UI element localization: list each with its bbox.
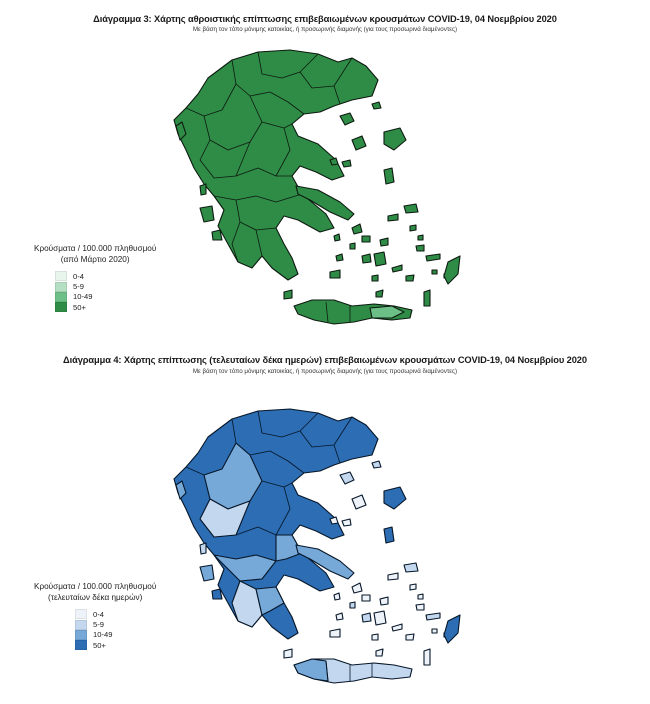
legend-label: 10-49 — [93, 630, 113, 640]
santorini-island — [376, 649, 383, 656]
karpathos-island — [424, 290, 430, 306]
nisyros-island — [432, 270, 437, 274]
legend-item-5-9 — [75, 619, 156, 629]
legend-title: Κρούσματα / 100.000 πληθυσμού — [34, 244, 157, 253]
patmos-island — [410, 584, 416, 590]
legend-item-10-49 — [55, 292, 156, 302]
legend-last10days — [34, 581, 156, 651]
legend-item-0-4 — [55, 271, 156, 281]
chios-island — [384, 168, 394, 184]
nisyros-island — [432, 629, 437, 633]
legend-subtitle: (τελευταίων δέκα ημερών) — [48, 593, 143, 602]
mykonos-island — [380, 597, 388, 605]
tinos-island — [362, 595, 370, 601]
rhodes-island — [444, 256, 460, 284]
legend-item-10-49 — [75, 630, 156, 640]
skiathos-island — [330, 517, 338, 524]
legend-item-0-4 — [75, 609, 156, 619]
zakynthos-island — [212, 230, 222, 240]
patmos-island — [410, 225, 416, 231]
legend-label: 0-4 — [73, 271, 84, 281]
legend-swatch — [75, 620, 87, 630]
legend-label: 5-9 — [73, 282, 84, 292]
kythira-island — [284, 290, 292, 299]
astypalaia-island — [406, 634, 414, 640]
amorgos-island — [392, 624, 402, 631]
skopelos-island — [342, 160, 351, 167]
serifos-island — [336, 613, 343, 620]
map-title: Διάγραμμα 4: Χάρτης επίπτωσης (τελευταίων δέκα ημερών) επιβεβαιωμένων κρουσμάτων COVID-19, 04 Νοεμβρίου 2020 — [63, 355, 587, 365]
legend-label: 50+ — [73, 302, 86, 312]
tinos-island — [362, 236, 370, 242]
naxos-island — [374, 252, 386, 266]
syros-island — [350, 243, 355, 249]
lesvos-island — [384, 487, 406, 509]
karpathos-island — [424, 649, 430, 665]
legend-item-50-plus — [75, 640, 156, 650]
limnos-island — [352, 136, 366, 150]
legend-label: 5-9 — [93, 620, 104, 630]
andros-island — [352, 583, 362, 593]
syros-island — [350, 602, 355, 608]
ios-island — [372, 634, 378, 640]
leros-island — [418, 235, 423, 240]
zakynthos-island — [212, 589, 222, 599]
kalymnos-island — [416, 604, 424, 610]
ikaria-island — [388, 214, 398, 221]
santorini-island — [376, 290, 383, 297]
kalymnos-island — [416, 245, 424, 251]
samothraki-island — [372, 461, 381, 468]
samothraki-island — [372, 102, 381, 109]
andros-island — [352, 224, 362, 234]
legend-swatch — [55, 282, 67, 292]
naxos-island — [374, 611, 386, 625]
legend-swatch — [55, 302, 67, 312]
legend-label: 10-49 — [73, 292, 93, 302]
samos-island — [404, 204, 418, 213]
mykonos-island — [380, 238, 388, 246]
kos-island — [426, 613, 440, 620]
map-title: Διάγραμμα 3: Χάρτης αθροιστικής επίπτωσης επιβεβαιωμένων κρουσμάτων COVID-19, 04 Νοεμβρίου 2020 — [93, 14, 557, 24]
rhodes-island — [444, 615, 460, 643]
paros-island — [362, 613, 371, 622]
map-subtitle: Με βάση τον τόπο μόνιμης κατοικίας, ή προσωρινής διαμονής (για τους προσωρινά διαμένοντες) — [192, 26, 458, 33]
legend-item-5-9 — [55, 281, 156, 291]
kea-island — [334, 234, 340, 241]
chios-island — [384, 527, 394, 543]
map-subtitle: Με βάση τον τόπο μόνιμης κατοικίας, ή προσωρινής διαμονής (για τους προσωρινά διαμένοντες) — [192, 368, 458, 375]
milos-island — [330, 270, 340, 278]
milos-island — [330, 629, 340, 637]
kythira-island — [284, 649, 292, 658]
legend-swatch — [55, 271, 67, 281]
leros-island — [418, 594, 423, 599]
ios-island — [372, 275, 378, 281]
legend-swatch — [75, 640, 87, 650]
skiathos-island — [330, 158, 338, 165]
lefkada-island — [200, 184, 206, 195]
kefalonia-island — [200, 565, 214, 581]
amorgos-island — [392, 265, 402, 272]
legend-label: 50+ — [93, 640, 106, 650]
legend-title: Κρούσματα / 100.000 πληθυσμού — [34, 582, 157, 591]
legend-cumulative — [34, 243, 156, 313]
kefalonia-island — [200, 206, 214, 222]
ikaria-island — [388, 573, 398, 580]
thassos-island — [340, 113, 354, 125]
lesvos-island — [384, 128, 406, 150]
thassos-island — [340, 472, 354, 484]
lefkada-island — [200, 543, 206, 554]
limnos-island — [352, 495, 366, 509]
skopelos-island — [342, 519, 351, 526]
legend-subtitle: (από Μάρτιο 2020) — [60, 255, 130, 264]
legend-swatch — [75, 630, 87, 640]
legend-item-50-plus — [55, 302, 156, 312]
serifos-island — [336, 254, 343, 261]
legend-label: 0-4 — [93, 609, 104, 619]
legend-swatch — [55, 292, 67, 302]
kea-island — [334, 593, 340, 600]
samos-island — [404, 563, 418, 572]
astypalaia-island — [406, 275, 414, 281]
crete-chania-region — [294, 659, 328, 681]
legend-swatch — [75, 609, 87, 619]
paros-island — [362, 254, 371, 263]
kos-island — [426, 254, 440, 261]
